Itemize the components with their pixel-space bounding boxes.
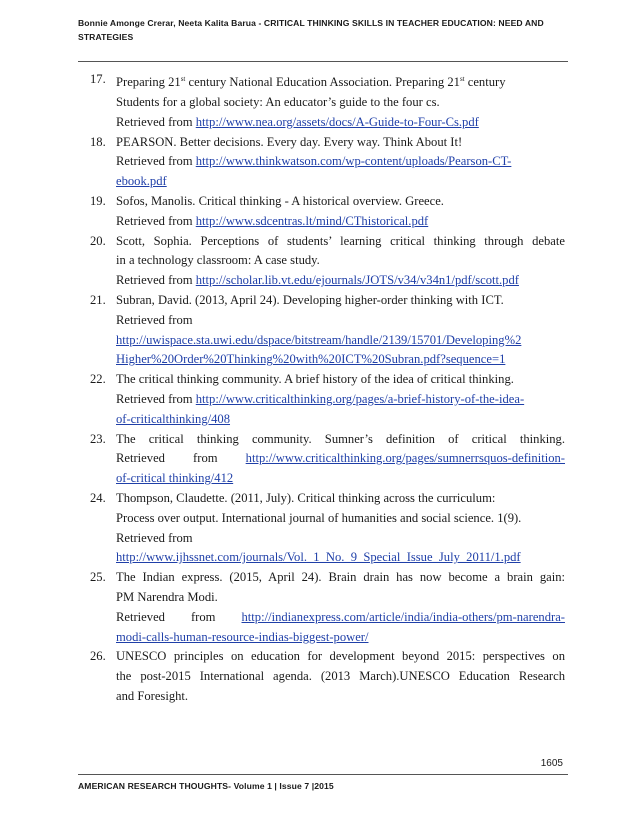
reference-text: Subran, David. (2013, April 24). Developing higher-order thinking with ICT. <box>116 292 504 307</box>
page-header: Bonnie Amonge Crerar, Neeta Kalita Barua - CRITICAL THINKING SKILLS IN TEACHER EDUCATION: NEED AND STRATEGIES <box>78 18 544 42</box>
reference-link[interactable]: http://indianexpress.com/article/india/india-others/pm-narendra- <box>241 609 565 624</box>
reference-22 <box>90 370 565 429</box>
retrieved-from-label: Retrieved from <box>116 312 193 327</box>
reference-number: 25. <box>90 570 106 585</box>
reference-number: 18. <box>90 134 106 149</box>
superscript: st <box>180 75 186 83</box>
reference-26 <box>90 647 565 706</box>
reference-text: the post-2015 International agenda. (2013 March).UNESCO Education Research <box>116 669 565 684</box>
retrieved-from-label: Retrieved from <box>116 609 216 624</box>
reference-number: 24. <box>90 490 106 505</box>
reference-link[interactable]: http://scholar.lib.vt.edu/ejournals/JOTS/v34/v34n1/pdf/scott.pdf <box>195 273 519 288</box>
reference-text: Sofos, Manolis. Critical thinking - A historical overview. Greece. <box>116 193 444 208</box>
reference-text-part: century <box>464 75 506 90</box>
reference-link[interactable]: http://www.thinkwatson.com/wp-content/uploads/Pearson-CT- <box>195 154 512 169</box>
header-divider <box>78 61 568 62</box>
reference-text: PM Narendra Modi. <box>116 589 218 604</box>
retrieved-from-label: Retrieved from <box>116 451 218 466</box>
reference-number: 19. <box>90 193 106 208</box>
reference-text: and Foresight. <box>116 688 189 703</box>
reference-link-continued[interactable]: modi-calls-human-resource-indias-biggest-power/ <box>116 629 369 644</box>
reference-link-continued[interactable]: of-critical thinking/412 <box>116 471 234 486</box>
reference-21 <box>90 291 565 370</box>
retrieved-from-label: Retrieved from <box>116 114 193 129</box>
reference-link[interactable]: http://uwispace.sta.uwi.edu/dspace/bitstream/handle/2139/15701/Developing%2 <box>116 332 522 347</box>
reference-19 <box>90 192 565 232</box>
reference-number: 23. <box>90 431 106 446</box>
retrieved-from-label: Retrieved from <box>116 273 193 288</box>
reference-link-continued[interactable]: Higher%20Order%20Thinking%20with%20ICT%20Subran.pdf?sequence=1 <box>116 352 506 367</box>
reference-link-continued[interactable]: ebook.pdf <box>116 174 167 189</box>
reference-link-continued[interactable]: of-criticalthinking/408 <box>116 411 231 426</box>
reference-20 <box>90 232 565 291</box>
reference-text: PEARSON. Better decisions. Every day. Every way. Think About It! <box>116 134 463 149</box>
reference-number: 17. <box>90 72 106 86</box>
reference-link[interactable]: http://www.nea.org/assets/docs/A-Guide-to-Four-Cs.pdf <box>195 114 479 129</box>
retrieved-from-label: Retrieved from <box>116 213 193 228</box>
reference-24 <box>90 489 565 568</box>
page-footer: AMERICAN RESEARCH THOUGHTS- Volume 1 | Issue 7 |2015 <box>78 781 334 791</box>
reference-text: UNESCO principles on education for development beyond 2015: perspectives on <box>116 649 565 664</box>
retrieved-from-label: Retrieved from <box>116 154 193 169</box>
reference-text <box>116 70 565 93</box>
reference-link[interactable]: http://www.criticalthinking.org/pages/a-brief-history-of-the-idea- <box>195 391 525 406</box>
retrieved-from-label: Retrieved from <box>116 530 193 545</box>
reference-text-part: century National Education Association. Preparing 21 <box>185 75 460 90</box>
retrieved-from-label: Retrieved from <box>116 391 193 406</box>
reference-list <box>90 70 565 707</box>
reference-link[interactable]: http://www.ijhssnet.com/journals/Vol._1_No._9_Special_Issue_July_2011/1.pdf <box>116 550 521 565</box>
reference-text: in a technology classroom: A case study. <box>116 253 320 268</box>
reference-number: 21. <box>90 292 106 307</box>
reference-number: 20. <box>90 233 106 248</box>
reference-text: Students for a global society: An educator’s guide to the four cs. <box>116 94 440 109</box>
reference-number: 26. <box>90 649 106 664</box>
reference-17 <box>90 70 565 133</box>
superscript: st <box>459 75 465 83</box>
reference-text: Process over output. International journal of humanities and social science. 1(9). <box>116 510 522 525</box>
reference-18 <box>90 133 565 192</box>
reference-text: The critical thinking community. Sumner’s definition of critical thinking. <box>116 431 565 446</box>
reference-number: 22. <box>90 372 106 387</box>
reference-text: The Indian express. (2015, April 24). Brain drain has now become a brain gain: <box>116 570 565 585</box>
reference-25 <box>90 568 565 647</box>
reference-text: The critical thinking community. A brief history of the idea of critical thinking. <box>116 372 514 387</box>
reference-23 <box>90 430 565 489</box>
reference-text: Scott, Sophia. Perceptions of students’ learning critical thinking through debate <box>116 233 565 248</box>
footer-divider <box>78 774 568 775</box>
reference-link[interactable]: http://www.sdcentras.lt/mind/CThistorical.pdf <box>195 213 429 228</box>
page-number: 1605 <box>540 758 563 769</box>
reference-text: Thompson, Claudette. (2011, July). Critical thinking across the curriculum: <box>116 490 496 505</box>
reference-text-part: Preparing 21 <box>116 75 181 90</box>
reference-link[interactable]: http://www.criticalthinking.org/pages/sumnerrsquos-definition- <box>245 451 565 466</box>
